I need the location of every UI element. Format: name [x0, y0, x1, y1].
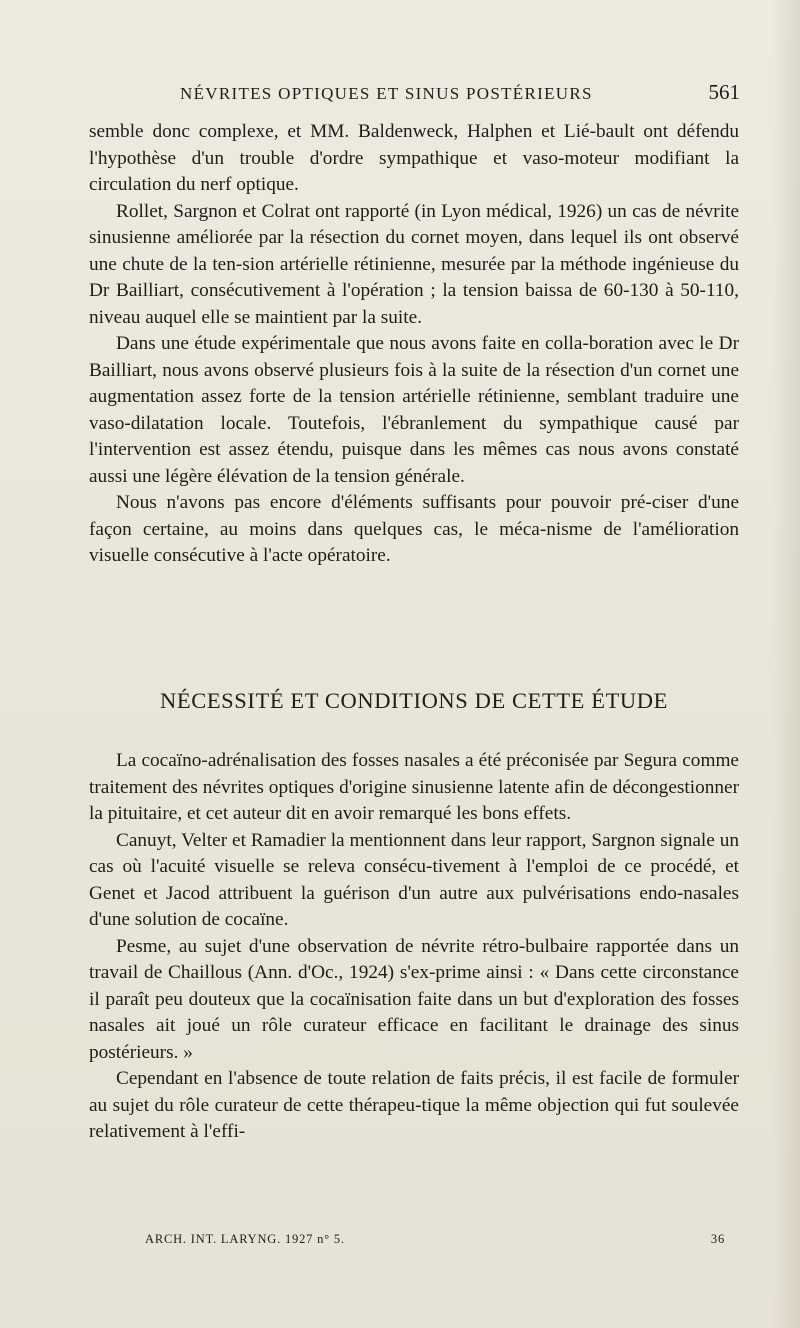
journal-signature: ARCH. INT. LARYNG. 1927 n° 5.	[145, 1232, 345, 1246]
page-header	[180, 80, 740, 110]
page-footer	[145, 1232, 725, 1252]
body-text-bottom	[89, 748, 739, 1146]
paragraph: Dans une étude expérimentale que nous avons faite en colla-boration avec le Dr Bailliart, nous avons observé plusieurs fois à la suite de la résection d'un cornet une augmentation assez forte de la tension artérielle rétinienne, semblant traduire une vaso-dilatation locale. Toutefois, l'ébranlement du sympathique causé par l'intervention est assez étendu, puisque dans les mêmes cas nous avons constaté aussi une légère élévation de la tension générale.	[89, 333, 739, 487]
page-number: 561	[708, 80, 740, 104]
page-edge-shadow	[772, 0, 800, 1328]
paragraph: Canuyt, Velter et Ramadier la mentionnent dans leur rapport, Sargnon signale un cas où l'acuité visuelle se releva consécu-tivement à l'emploi de ce procédé, et Genet et Jacod attribuent la guérison d'un autre aux pulvérisations endo-nasales d'une solution de cocaïne.	[89, 829, 739, 930]
paragraph: Pesme, au sujet d'une observation de névrite rétro-bulbaire rapportée dans un travail de Chaillous (Ann. d'Oc., 1924) s'ex-prime ainsi : « Dans cette circonstance il paraît peu douteux que la cocaïnisation faite dans un but d'exploration des fosses nasales ait joué un rôle curateur efficace en facilitant le drainage des sinus postérieurs. »	[89, 935, 739, 1063]
paragraph: Rollet, Sargnon et Colrat ont rapporté (in Lyon médical, 1926) un cas de névrite sinusienne améliorée par la résection du cornet moyen, dans lequel ils ont observé une chute de la ten-sion artérielle rétinienne, mesurée par la méthode ingénieuse du Dr Bailliart, consécutivement à l'opération ; la tension baissa de 60-130 à 50-110, niveau auquel elle se maintient par la suite.	[89, 200, 739, 328]
paragraph: La cocaïno-adrénalisation des fosses nasales a été préconisée par Segura comme traitement des névrites optiques d'origine sinusienne latente afin de décongestionner la pituitaire, et cet auteur dit en avoir remarqué les bons effets.	[89, 750, 739, 824]
signature-number: 36	[710, 1232, 725, 1246]
running-title: NÉVRITES OPTIQUES ET SINUS POSTÉRIEURS	[180, 84, 593, 103]
body-text-top	[89, 119, 739, 570]
paragraph: Nous n'avons pas encore d'éléments suffisants pour pouvoir pré-ciser d'une façon certaine, au moins dans quelques cas, le méca-nisme de l'amélioration visuelle consécutive à l'acte opératoire.	[89, 492, 739, 566]
paragraph: Cependant en l'absence de toute relation de faits précis, il est facile de formuler au sujet du rôle curateur de cette thérapeu-tique la même objection qui fut soulevée relativement à l'effi-	[89, 1068, 739, 1142]
paragraph: semble donc complexe, et MM. Baldenweck, Halphen et Lié-bault ont défendu l'hypothèse d'un trouble d'ordre sympathique et vaso-moteur modifiant la circulation du nerf optique.	[89, 121, 739, 195]
section-heading: NÉCESSITÉ ET CONDITIONS DE CETTE ÉTUDE	[160, 688, 668, 713]
